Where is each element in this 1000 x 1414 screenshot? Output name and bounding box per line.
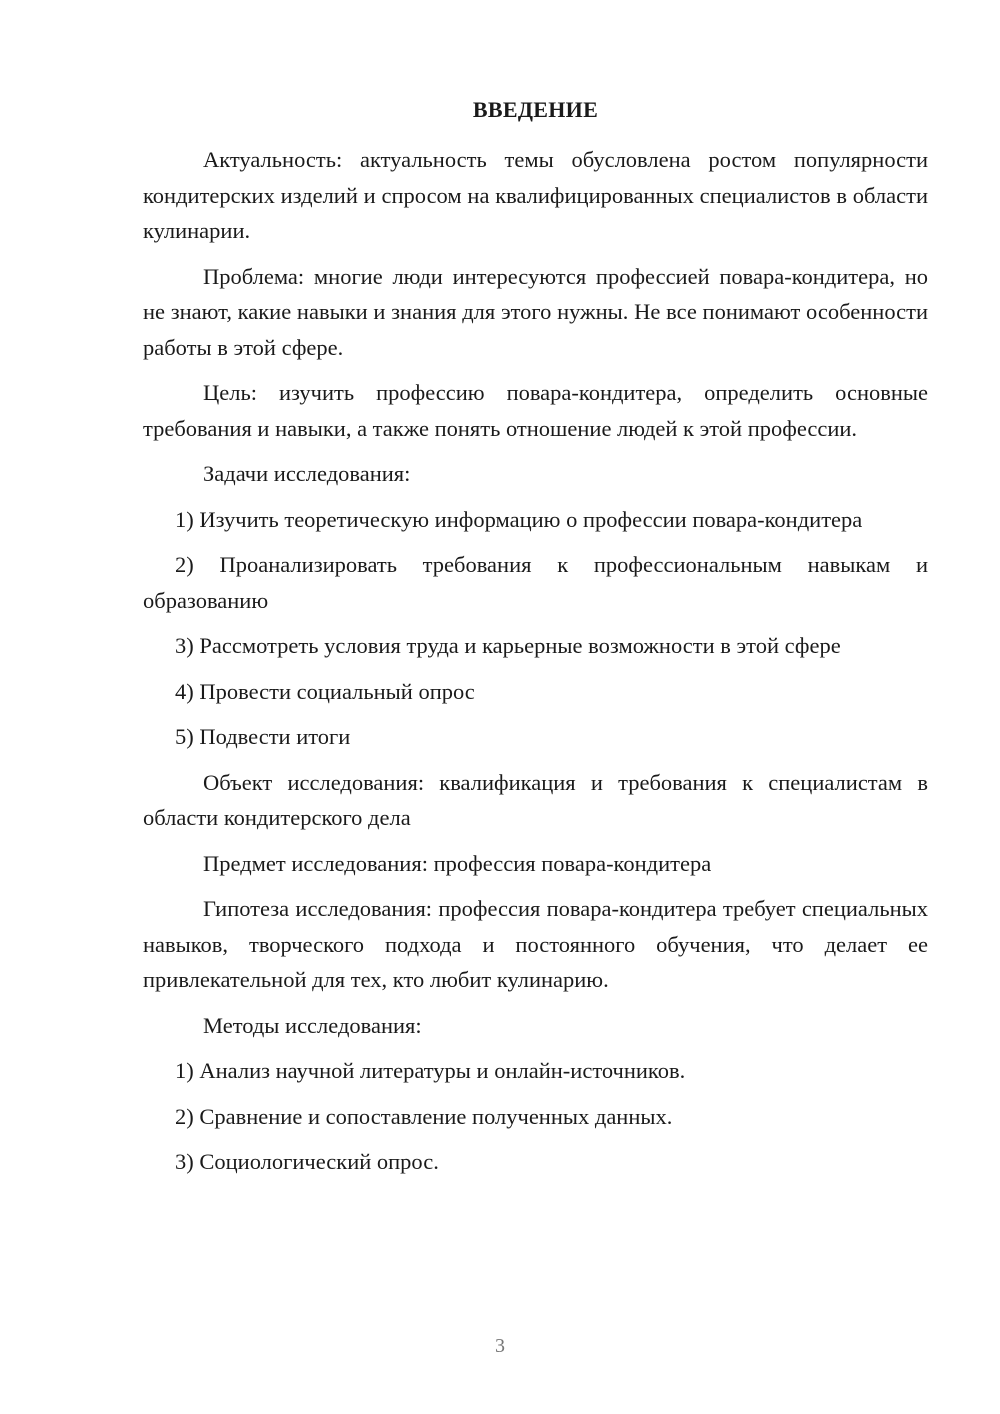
subject-paragraph: Предмет исследования: профессия повара-кондитера	[203, 850, 712, 876]
methods-title: Методы исследования:	[203, 1012, 422, 1038]
method-item-2: 2) Сравнение и сопоставление полученных данных.	[175, 1103, 673, 1129]
hypothesis-paragraph: Гипотеза исследования: профессия повара-кондитера требует специальных навыков, творческого подхода и постоянного обучения, что делает ее привлекательной для тех, кто любит кулинарию.	[143, 896, 928, 992]
section-heading: ВВЕДЕНИЕ	[472, 97, 599, 122]
tasks-title: Задачи исследования:	[203, 461, 411, 486]
relevance-paragraph: Актуальность: актуальность темы обусловлена ростом популярности кондитерских изделий и спросом на квалифицированных специалистов в области кулинарии.	[143, 147, 928, 243]
task-item-2: 2) Проанализировать требования к профессиональным навыкам и образованию	[143, 552, 928, 613]
task-item-3: 3) Рассмотреть условия труда и карьерные возможности в этой сфере	[175, 633, 841, 658]
method-item-1: 1) Анализ научной литературы и онлайн-источников.	[175, 1058, 686, 1083]
task-item-4: 4) Провести социальный опрос	[175, 678, 475, 704]
method-item-3: 3) Социологический опрос.	[175, 1149, 439, 1174]
page-number: 3	[495, 1335, 505, 1357]
goal-paragraph: Цель: изучить профессию повара-кондитера, определить основные требования и навыки, а также понять отношение людей к этой профессии.	[143, 380, 928, 441]
task-item-5: 5) Подвести итоги	[175, 724, 351, 749]
page-content	[143, 96, 928, 1190]
object-paragraph: Объект исследования: квалификация и требования к специалистам в области кондитерского дела	[143, 769, 928, 830]
problem-paragraph: Проблема: многие люди интересуются профессией повара-кондитера, но не знают, какие навыки и знания для этого нужны. Не все понимают особенности работы в этой сфере.	[143, 263, 928, 360]
task-item-1: 1) Изучить теоретическую информацию о профессии повара-кондитера	[175, 506, 863, 532]
